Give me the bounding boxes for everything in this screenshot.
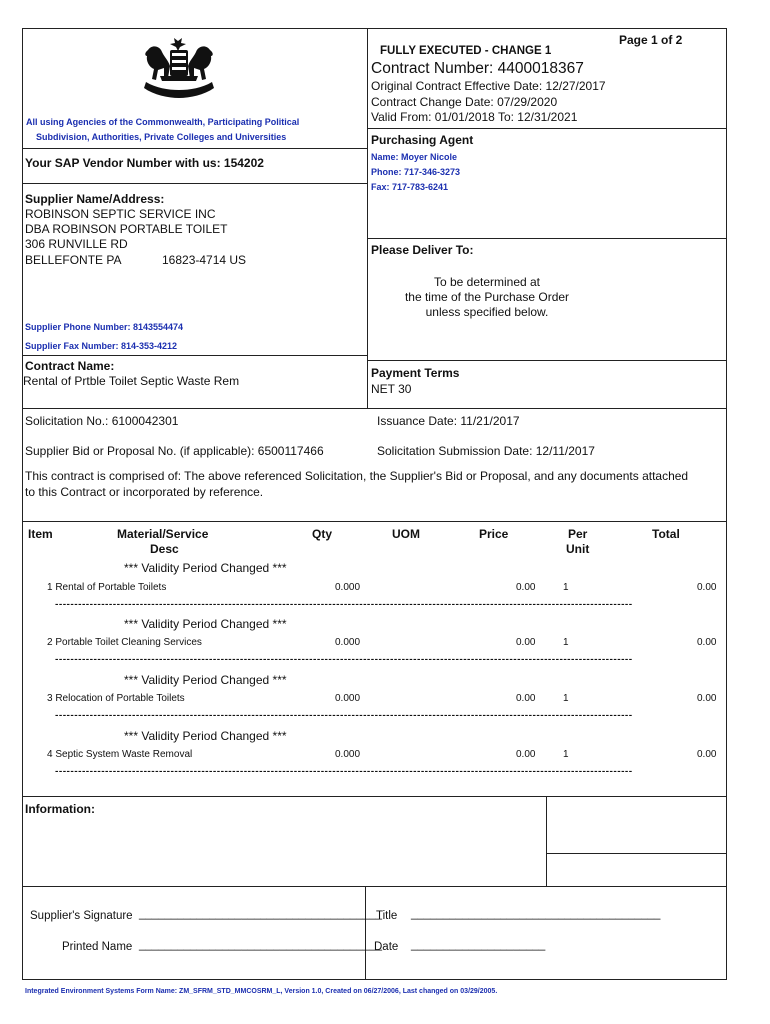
row-qty: 0.000	[335, 637, 361, 648]
supplier-street: 306 RUNVILLE RD	[25, 237, 128, 251]
frame-left	[22, 28, 23, 980]
frame-bottom	[22, 979, 727, 980]
line-items-top	[22, 521, 727, 522]
supplier-phone: Supplier Phone Number: 8143554474	[25, 322, 184, 332]
valid-date-range: Valid From: 01/01/2018 To: 12/31/2021	[371, 110, 578, 124]
row-qty: 0.000	[335, 582, 361, 593]
row-total: 0.00	[697, 693, 717, 704]
validity-note: *** Validity Period Changed ***	[124, 729, 287, 743]
supplier-city-state: BELLEFONTE PA	[25, 253, 122, 267]
comprised-line-1: This contract is comprised of: The above referenced Solicitation, the Supplier's Bid or Proposal, and any documents attached	[25, 469, 689, 483]
agent-fax: Fax: 717-783-6241	[371, 182, 449, 192]
row-separator: ------------------------------------------------------------------------------------------------------------------------------------------------------	[54, 711, 632, 721]
line-info-right-mid	[546, 853, 727, 854]
line-signature-divider	[365, 886, 366, 980]
validity-note: *** Validity Period Changed ***	[124, 673, 287, 687]
divider-upper	[367, 28, 368, 409]
contract-name-heading: Contract Name:	[25, 359, 115, 373]
sap-vendor-number: Your SAP Vendor Number with us: 154202	[25, 156, 264, 170]
line-contract-name-top	[22, 355, 367, 356]
agent-name: Name: Moyer Nicole	[371, 152, 458, 162]
submission-date: Solicitation Submission Date: 12/11/2017	[377, 444, 595, 458]
row-separator: ------------------------------------------------------------------------------------------------------------------------------------------------------	[54, 655, 632, 665]
row-price: 0.00	[516, 637, 536, 648]
contract-number: Contract Number: 4400018367	[371, 60, 584, 77]
validity-note: *** Validity Period Changed ***	[124, 561, 287, 575]
deliver-line-3: unless specified below.	[425, 305, 549, 319]
agencies-line-2: Subdivision, Authorities, Private Colleges and Universities	[36, 132, 287, 142]
row-qty: 0.000	[335, 749, 361, 760]
contract-change-date: Contract Change Date: 07/29/2020	[371, 95, 558, 109]
col-price: Price	[479, 527, 509, 541]
line-info-top	[22, 796, 727, 797]
comprised-line-2: to this Contract or incorporated by reference.	[25, 485, 264, 499]
row-per: 1	[563, 637, 569, 648]
row-per: 1	[563, 582, 569, 593]
row-price: 0.00	[516, 582, 536, 593]
contract-name-value: Rental of Prtble Toilet Septic Waste Rem	[23, 374, 240, 388]
col-qty: Qty	[312, 527, 333, 541]
frame-top	[22, 28, 727, 29]
solicitation-number: Solicitation No.: 6100042301	[25, 414, 179, 428]
row-per: 1	[563, 749, 569, 760]
date-line[interactable]: _____________________	[411, 939, 546, 951]
deliver-to-heading: Please Deliver To:	[371, 243, 474, 257]
validity-note: *** Validity Period Changed ***	[124, 617, 287, 631]
row-separator: ------------------------------------------------------------------------------------------------------------------------------------------------------	[54, 767, 632, 777]
line-right-pa-top	[367, 128, 727, 129]
row-desc: 4 Septic System Waste Removal	[47, 749, 193, 760]
col-per: Per	[568, 527, 588, 541]
col-unit: Unit	[566, 542, 590, 556]
purchasing-agent-heading: Purchasing Agent	[371, 133, 474, 147]
supplier-signature-line[interactable]: ______________________________________	[139, 908, 383, 920]
printed-name-line[interactable]: ______________________________________	[139, 939, 383, 951]
row-price: 0.00	[516, 693, 536, 704]
bid-proposal-number: Supplier Bid or Proposal No. (if applicable): 6500117466	[25, 444, 324, 458]
supplier-name: ROBINSON SEPTIC SERVICE INC	[25, 207, 216, 221]
issuance-date: Issuance Date: 11/21/2017	[377, 414, 520, 428]
row-total: 0.00	[697, 637, 717, 648]
row-desc: 3 Relocation of Portable Toilets	[47, 693, 185, 704]
line-left-sap-bottom	[22, 183, 367, 184]
agencies-line-1: All using Agencies of the Commonwealth, Participating Political	[26, 117, 300, 127]
commonwealth-seal-icon	[140, 36, 218, 100]
row-desc: 1 Rental of Portable Toilets	[47, 582, 167, 593]
payment-terms-value: NET 30	[371, 382, 412, 396]
title-label: Title	[376, 910, 398, 922]
col-uom: UOM	[392, 527, 420, 541]
col-desc: Desc	[150, 542, 179, 556]
supplier-fax: Supplier Fax Number: 814-353-4212	[25, 341, 178, 351]
frame-right	[726, 28, 727, 980]
original-effective-date: Original Contract Effective Date: 12/27/2017	[371, 79, 606, 93]
supplier-signature-label: Supplier's Signature	[30, 910, 133, 922]
contract-status: FULLY EXECUTED - CHANGE 1	[380, 45, 552, 57]
col-item: Item	[28, 527, 53, 541]
form-footer: Integrated Environment Systems Form Name: ZM_SFRM_STD_MMCOSRM_L, Version 1.0, Created on 06/27/2006, Last changed on 03/29/2005.	[25, 988, 498, 995]
line-signature-top	[22, 886, 727, 887]
row-total: 0.00	[697, 582, 717, 593]
supplier-zip-country: 16823-4714 US	[162, 253, 247, 267]
title-line[interactable]: _______________________________________	[411, 908, 661, 920]
row-total: 0.00	[697, 749, 717, 760]
information-heading: Information:	[25, 802, 95, 816]
deliver-line-1: To be determined at	[433, 275, 541, 289]
payment-terms-heading: Payment Terms	[371, 366, 460, 380]
supplier-heading: Supplier Name/Address:	[25, 192, 165, 206]
agent-phone: Phone: 717-346-3273	[371, 167, 461, 177]
col-material: Material/Service	[117, 527, 209, 541]
line-solicitation-top	[22, 408, 727, 409]
row-desc: 2 Portable Toilet Cleaning Services	[47, 637, 202, 648]
row-qty: 0.000	[335, 693, 361, 704]
col-total: Total	[652, 527, 680, 541]
page-number: Page 1 of 2	[619, 33, 683, 47]
row-per: 1	[563, 693, 569, 704]
row-separator: ------------------------------------------------------------------------------------------------------------------------------------------------------	[54, 600, 632, 610]
row-price: 0.00	[516, 749, 536, 760]
printed-name-label: Printed Name	[62, 941, 133, 953]
line-payment-top	[367, 360, 727, 361]
line-right-pa-bottom	[367, 238, 727, 239]
line-left-sap-top	[22, 148, 367, 149]
line-info-divider	[546, 796, 547, 886]
deliver-line-2: the time of the Purchase Order	[404, 290, 570, 304]
supplier-dba: DBA ROBINSON PORTABLE TOILET	[25, 222, 228, 236]
date-label: Date	[374, 941, 399, 953]
